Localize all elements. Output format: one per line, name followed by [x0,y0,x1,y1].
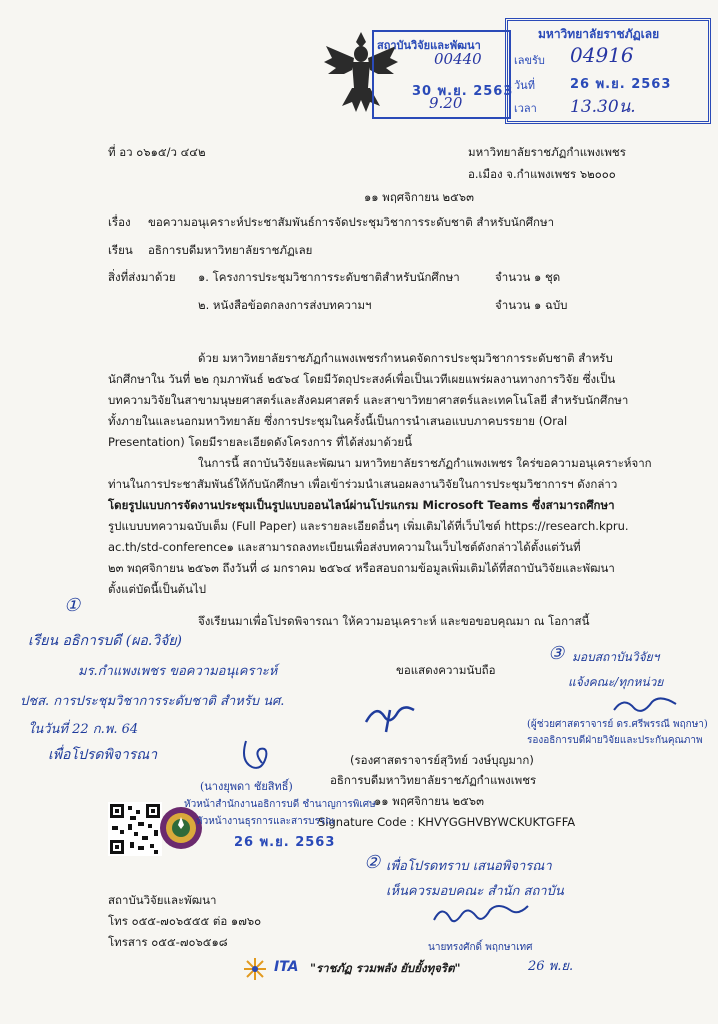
annotation-line: เพื่อโปรดพิจารณา [48,747,158,763]
annotation-left-title: หัวหน้าสำนักงานอธิการบดี ชำนาญการพิเศษ [184,799,376,810]
paragraph-2 [108,453,668,600]
paragraph-line: ด้วย มหาวิทยาลัยราชภัฏกำแพงเพชรกำหนดจัดการประชุมวิชาการระดับชาติ สำหรับ [198,351,613,365]
signature-left [238,735,278,779]
annotation-circle-3: ③ [548,643,565,664]
paragraph-line: ท่านในการประชาสัมพันธ์ให้กับนักศึกษา เพื่อเข้าร่วมนำเสนอผลงานวิจัยในการประชุมวิชาการฯ ดังกล่าว [108,477,618,491]
paragraph-line: ในการนี้ สถาบันวิจัยและพัฒนา มหาวิทยาลัยราชภัฏกำแพงเพชร ใคร่ขอความอนุเคราะห์จาก [198,456,652,470]
signature-code: Signature Code : KHVYGGHVBYWCKUKTGFFA [318,815,576,829]
annotation-left-title: หัวหน้างานธุรการและสารบรรณ [196,816,335,827]
annotation-line: เรียน อธิการบดี (ผอ.วิจัย) [28,633,183,649]
footer-fax: โทรสาร ๐๕๕-๗๐๖๕๑๘ [108,935,228,949]
annotation-line: เห็นควรมอบคณะ สำนัก สถาบัน [386,884,564,899]
closing: ขอแสดงความนับถือ [396,663,496,677]
stamp-university: มหาวิทยาลัยราชภัฏเลย [538,27,660,41]
paragraph-line: Presentation) โดยมีรายละเอียดดังโครงการ ที่ได้ส่งมาด้วยนี้ [108,435,412,449]
subject-label: เรื่อง [108,215,131,229]
paragraph-line: ac.th/std-conference๑ และสามารถลงทะเบียนเพื่อส่งบทความในเว็บไซต์ดังกล่าวได้ตั้งแต่วันที่ [108,540,581,554]
letter-date: ๑๑ พฤศจิกายน ๒๕๖๓ [364,190,474,204]
receipt-stamp-institute [372,30,514,119]
annotation-right-title: (ผู้ช่วยศาสตราจารย์ ดร.ศรีพรรณี พฤกษา) [527,719,708,730]
stamp-time-label: เวลา [514,102,537,115]
paragraph-line: นักศึกษาใน วันที่ ๒๒ กุมภาพันธ์ ๒๕๖๔ โดยมีวัตถุประสงค์เพื่อเป็นเวทีเผยแพร่ผลงานทางการวิจัย ซึ่งเป็น [108,372,616,386]
slogan: "ราชภัฏ รวมพลัง ยับยั้งทุจริต" [310,961,461,975]
paragraph-1 [108,348,668,453]
signer-date: ๑๑ พฤศจิกายน ๒๕๖๓ [374,794,484,808]
signature-bottom [428,900,538,940]
annotation-line: มร.กำแพงเพชร ขอความอนุเคราะห์ [78,664,278,679]
annotation-line: ในวันที่ 22 ก.พ. 64 [28,722,139,737]
receipt-stamp-university [505,18,711,124]
annotation-bottom-date: 26 พ.ย. [528,959,574,974]
paragraph-line: บทความวิจัยในสาขามนุษยศาสตร์และสังคมศาสตร์ และสาขาวิทยาศาสตร์และเทคโนโลยี สำหรับนักศึกษา [108,393,629,407]
annotation-right-title: รองอธิการบดีฝ่ายวิจัยและประกันคุณภาพ [527,735,703,746]
stamp-receive-number: 04916 [570,43,634,67]
stamp-receive-label: เลขรับ [514,54,545,67]
paragraph-line: ทั้งภายในและนอกมหาวิทยาลัย ซึ่งการประชุมในครั้งนี้เป็นการนำเสนอแบบภาคบรรยาย (Oral [108,414,568,428]
signer-title: อธิการบดีมหาวิทยาลัยราชภัฏกำแพงเพชร [330,773,537,787]
paragraph-3: จึงเรียนมาเพื่อโปรดพิจารณา ให้ความอนุเคราะห์ และขอขอบคุณมา ณ โอกาสนี้ [198,614,590,628]
ita-star-icon [240,956,270,986]
annotation-line: เพื่อโปรดทราบ เสนอพิจารณา [386,859,552,874]
paragraph-line: โดยรูปแบบการจัดงานประชุมเป็นรูปแบบออนไลน์ผ่านโปรแกรม Microsoft Teams ซึ่งสามารถศึกษา [108,498,615,512]
subject-text: ขอความอนุเคราะห์ประชาสัมพันธ์การจัดประชุมวิชาการระดับชาติ สำหรับนักศึกษา [148,215,555,229]
signer-name: (รองศาสตราจารย์สุวิทย์ วงษ์บุญมาก) [350,753,534,767]
enclosure-item: ๑. โครงการประชุมวิชาการระดับชาติสำหรับนักศึกษา [198,270,460,284]
annotation-date-stamp: 26 พ.ย. 2563 [234,835,336,850]
footer-tel: โทร ๐๕๕-๗๐๖๕๕๕ ต่อ ๑๗๖๐ [108,914,262,928]
paragraph-line: ๒๓ พฤศจิกายน ๒๕๖๓ ถึงวันที่ ๘ มกราคม ๒๕๖๔ หรือสอบถามข้อมูลเพิ่มเติมได้ที่สถาบันวิจัยและพัฒนา [108,561,615,575]
annotation-circle-2: ② [364,852,381,873]
annotation-bottom-name: นายทรงศักดิ์ พฤกษาเทศ [428,942,533,953]
annotation-line: แจ้งคณะ/ทุกหน่วย [568,675,664,689]
sender-org: มหาวิทยาลัยราชภัฏกำแพงเพชร [468,145,626,159]
enclosure-label: สิ่งที่ส่งมาด้วย [108,270,176,284]
enclosure-qty: จำนวน ๑ ชุด [495,270,561,284]
stamp-date-value: 26 พ.ย. 2563 [570,77,672,92]
signature-president [360,700,420,740]
footer-org: สถาบันวิจัยและพัฒนา [108,893,217,907]
stamp-org: สถาบันวิจัยและพัฒนา [377,39,481,52]
enclosure-qty: จำนวน ๑ ฉบับ [495,298,568,312]
stamp-time: 9.20 [429,94,463,112]
stamp-date-label: วันที่ [514,79,535,92]
annotation-line: ปชส. การประชุมวิชาการระดับชาติ สำหรับ นศ. [20,694,285,709]
annotation-line: มอบสถาบันวิจัยฯ [572,650,660,664]
annotation-circle-1: ① [64,595,81,616]
qr-code [108,802,162,856]
enclosure-item: ๒. หนังสือข้อตกลงการส่งบทความฯ [198,298,372,312]
paragraph-line: รูปแบบบทความฉบับเต็ม (Full Paper) และรายละเอียดอื่นๆ เพิ่มเติมได้ที่เว็บไซต์ https://research.kpru. [108,519,629,533]
sender-address: อ.เมือง จ.กำแพงเพชร ๖๒๐๐๐ [468,167,616,181]
annotation-left-name: (นางยุพดา ชัยสิทธิ์) [200,780,293,793]
paragraph-line: ตั้งแต่บัดนี้เป็นต้นไป [108,582,207,596]
to-text: อธิการบดีมหาวิทยาลัยราชภัฏเลย [148,243,313,257]
ita-text: ITA [274,959,299,975]
stamp-number: 00440 [434,50,482,68]
university-logo [158,805,204,851]
letter-ref: ที่ อว ๐๖๑๕/ว ๔๔๒ [108,145,206,159]
stamp-date: 30 พ.ย. 2563 [412,84,514,99]
to-label: เรียน [108,243,133,257]
stamp-time-value: 13.30น. [570,97,636,117]
